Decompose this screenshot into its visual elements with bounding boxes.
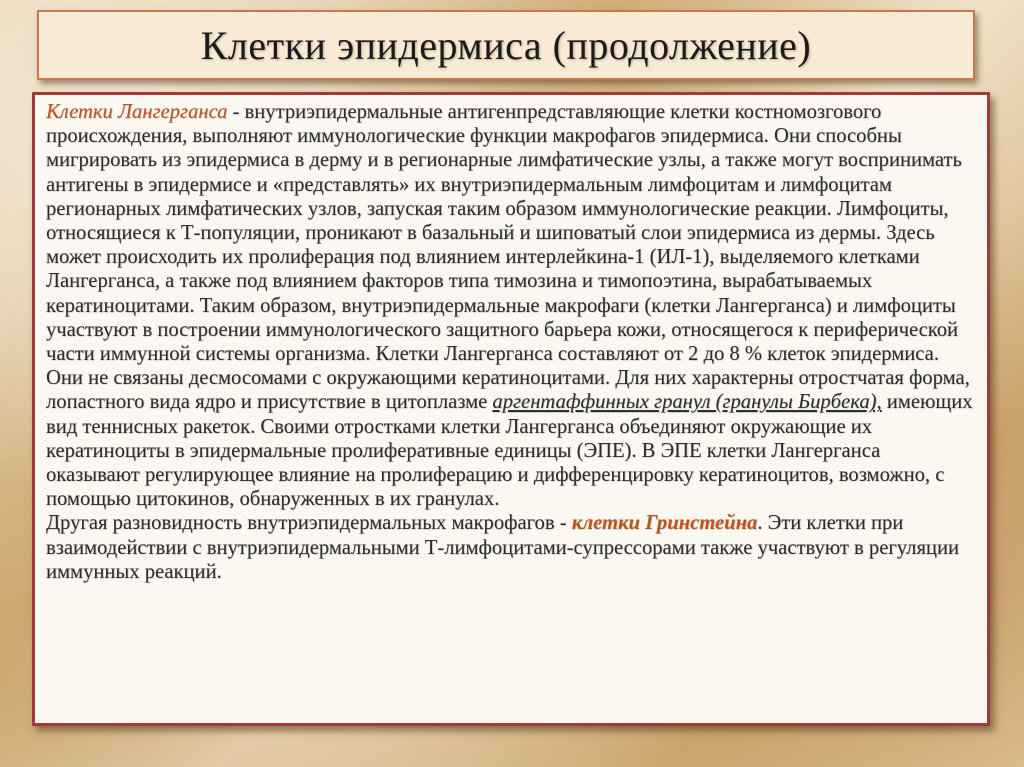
paragraph-langerhans	[46, 100, 979, 511]
paragraph-greenstein	[46, 511, 979, 584]
slide-title: Клетки эпидермиса (продолжение)	[200, 22, 812, 68]
paragraph-2-text-b: . Эти клетки при взаимодействии с внутриэпидермальными Т-лимфоцитами-супрессорами также участвуют в регуляции иммунных реакций.	[46, 512, 959, 583]
content-box	[32, 92, 990, 726]
paragraph-1-text-a: - внутриэпидермальные антигенпредставляющие клетки костномозгового происхождения, выполняют иммунологические функции макрофагов эпидермиса. Они способны мигрировать из эпидермиса в дерму и в регионарные лимфатические узлы, а также могут воспринимать антигены в эпидермисе и «представлять» их внутриэпидермальным лимфоцитам и лимфоцитам регионарных лимфатических узлов, запуская таким образом иммунологические реакции. Лимфоциты, относящиеся к Т-популяции, проникают в базальный и шиповатый слои эпидермиса из дермы. Здесь может происходить их пролиферация под влиянием интерлейкина-1 (ИЛ-1), выделяемого клетками Лангерганса, а также под влиянием факторов типа тимозина и тимопоэтина, вырабатываемых кератиноцитами. Таким образом, внутриэпидермальные макрофаги (клетки Лангерганса) и лимфоциты участвуют в построении иммунологического защитного барьера кожи, относящегося к периферической части иммунной системы организма. Клетки Лангерганса составляют от 2 до 8 % клеток эпидермиса. Они не связаны десмосомами с окружающими кератиноцитами. Для них характерны отростчатая форма, лопастного вида ядро и присутствие в цитоплазме	[46, 101, 970, 414]
term-langerhans-cells: Клетки Лангерганса	[46, 101, 228, 123]
paragraph-1-text-b: имеющих вид теннисных ракеток. Своими отростками клетки Лангерганса объединяют окружающие их кератиноциты в эпидермальные пролиферативные единицы (ЭПЕ). В ЭПЕ клетки Лангерганса оказывают регулирующее влияние на пролиферацию и дифференцировку кератиноцитов, возможно, с помощью цитокинов, обнаруженных в их гранулах.	[46, 391, 973, 511]
title-box	[37, 10, 975, 80]
term-birbeck-granules: аргентаффинных гранул (гранулы Бирбека),	[492, 391, 882, 414]
paragraph-2-text-a: Другая разновидность внутриэпидермальных макрофагов -	[46, 512, 572, 535]
term-greenstein-cells: клетки Гринстейна	[571, 512, 758, 535]
